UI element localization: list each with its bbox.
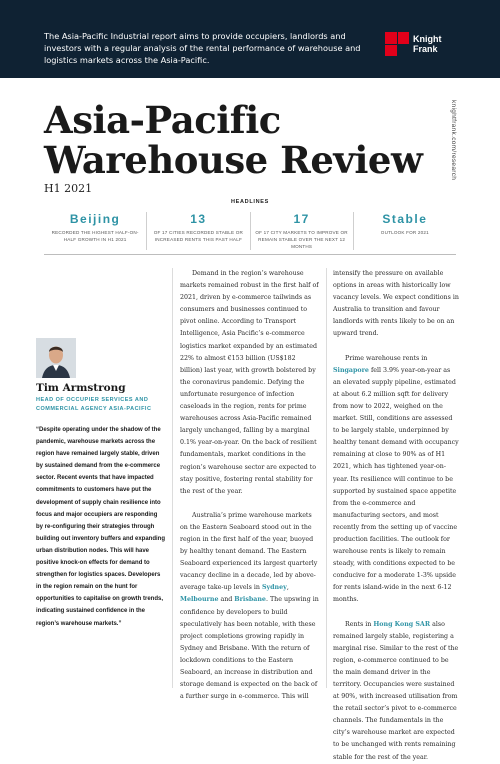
section-divider: [44, 254, 456, 255]
author-quote: “Despite operating under the shadow of the pandemic, warehouse markets across the region have remained largely stable, driven by sustained demand from the e-commerce sector. Recent events that have impacted commitments to customers have put the development of supply chain resilience into focus and major occupiers are responding by re-configuring their strategies through building out inventory buffers and expanding urban distribution nodes. This will have positive knock-on effects for demand to strengthen for logistics spaces. Developers in the region remain on the hunt for opportunities to capitalise on growth trends, indicating sustained confidence in the region’s warehouse markets.”: [36, 427, 165, 627]
headlines-row: [44, 212, 456, 250]
text-run: ,: [286, 584, 289, 592]
headline-value: Beijing: [69, 212, 121, 226]
column-rule: [172, 268, 173, 688]
city-melbourne: Melbourne: [180, 596, 219, 604]
author-role: HEAD OF OCCUPIER SERVICES AND COMMERCIAL AGENCY ASIA-PACIFIC: [36, 397, 152, 412]
text-run: Australia’s prime warehouse markets on the Eastern Seaboard stood out in the region in the first half of the year, buoyed by healthy tenant demand. The Eastern Seaboard experienced its largest quarterly vacancy decline in a decade, led by above-average take-up levels in: [180, 511, 318, 592]
portrait-image: [36, 338, 76, 378]
city-sydney: Sydney: [261, 584, 287, 592]
headline-value: 13: [190, 212, 207, 226]
headlines-label: HEADLINES: [230, 199, 270, 205]
text-run: Rents in: [345, 620, 374, 628]
logo-line-2: Frank: [413, 44, 438, 54]
edition-label: H1 2021: [44, 182, 93, 195]
headline-item: [250, 212, 353, 250]
title-line-1: Asia-Pacific: [44, 98, 281, 142]
author-name: Tim Armstrong: [36, 382, 126, 394]
headline-item: [44, 212, 146, 250]
logo-line-1: Knight: [413, 34, 442, 44]
title-line-2: Warehouse Review: [44, 138, 423, 182]
author-column: [36, 338, 166, 630]
city-brisbane: Brisbane: [234, 596, 266, 604]
body-paragraph: [333, 619, 460, 764]
body-column-2: [180, 268, 319, 703]
logo-text: [413, 34, 442, 54]
city-hong-kong: Hong Kong SAR: [373, 620, 431, 628]
side-url[interactable]: knightfrank.com/research: [450, 100, 457, 181]
headline-value: Stable: [382, 212, 428, 226]
headline-value: 17: [293, 212, 310, 226]
body-column-3: [333, 268, 460, 764]
page-title: [44, 100, 422, 180]
headline-desc: OF 17 CITY MARKETS TO IMPROVE OR REMAIN STABLE OVER THE NEXT 12 MONTHS: [255, 230, 348, 249]
body-paragraph: [333, 353, 460, 607]
column-rule: [326, 268, 327, 688]
body-paragraph: [180, 510, 319, 704]
text-run: also remained largely stable, registering a marginal rise. Similar to the rest of the region, e-commerce continued to be the main demand driver in the territory. Occupancies were sustained at 90%, with increased utilisation from the retail sector’s pivot to e-commerce channels. The fundamentals in the city’s warehouse market are expected to be unchanged with rents remaining stable for the rest of the year.: [333, 620, 459, 761]
text-run: . The upswing in confidence by developers to build speculatively has been notable, with these project completions growing rapidly in Sydney and Brisbane. With the return of lockdown conditions to the Eastern Seaboard, an increase in distribution and storage demand is expected on the back of a further surge in e-commerce. This will: [180, 596, 319, 701]
body-paragraph: Demand in the region’s warehouse markets remained robust in the first half of 2021, driven by e-commerce tailwinds as consumers and businesses continued to pivot online. According to Transport Intelligence, Asia Pacific’s e-commerce logistics market expanded by an estimated 22% to almost €153 billion (US$182 billion) last year, with growth bolstered by the coronavirus pandemic. Defying the unfortunate resurgence of infection caseloads in the region, rents for prime warehouses across Asia-Pacific remained largely unchanged, falling by a marginal 0.1% year-on-year. On the back of resilient fundamentals, market conditions in the region’s warehouse sector are expected to stay positive, fostering rental stability for the rest of the year.: [180, 270, 319, 495]
text-run: Prime warehouse rents in: [345, 354, 428, 362]
author-portrait: [36, 338, 76, 378]
knight-frank-logo: [385, 32, 442, 56]
headline-desc: RECORDED THE HIGHEST HALF-ON-HALF GROWTH IN H1 2021: [51, 230, 139, 242]
headline-desc: OF 17 CITIES RECORDED STABLE OR INCREASED RENTS THIS PAST HALF: [153, 230, 244, 242]
headline-item: [146, 212, 249, 250]
text-run: fell 3.9% year-on-year as an elevated supply pipeline, estimated at about 6.2 million sqft for delivery from now to 2022, weighed on the market. Still, conditions are assessed to be largely stable, underpinned by healthy tenant demand with occupancy remaining at close to 90% as of H1 2021, which has tightened year-on-year. Its resilience will continue to be supported by sustained space appetite from the e-commerce and manufacturing sectors, and most recently from the setting up of vaccine production facilities. The outlook for warehouse rents is likely to remain steady, with conditions expected to be conducive for a moderate 1-3% upside for rents island-wide in the next 6-12 months.: [333, 366, 459, 604]
headline-desc: OUTLOOK FOR 2021: [380, 230, 429, 235]
headline-item: [353, 212, 456, 250]
city-singapore: Singapore: [333, 366, 369, 374]
logo-mark-icon: [385, 32, 409, 56]
intro-text: The Asia-Pacific Industrial report aims to provide occupiers, landlords and investors with a regular analysis of the rental performance of warehouse and logistics markets across the Asia-Pacific.: [44, 31, 361, 65]
text-run: and: [218, 596, 235, 604]
body-paragraph: intensify the pressure on available options in areas with historically low vacancy levels. We expect conditions in Australia to transition and favour landlords with rents likely to be on an upward trend.: [333, 270, 459, 338]
